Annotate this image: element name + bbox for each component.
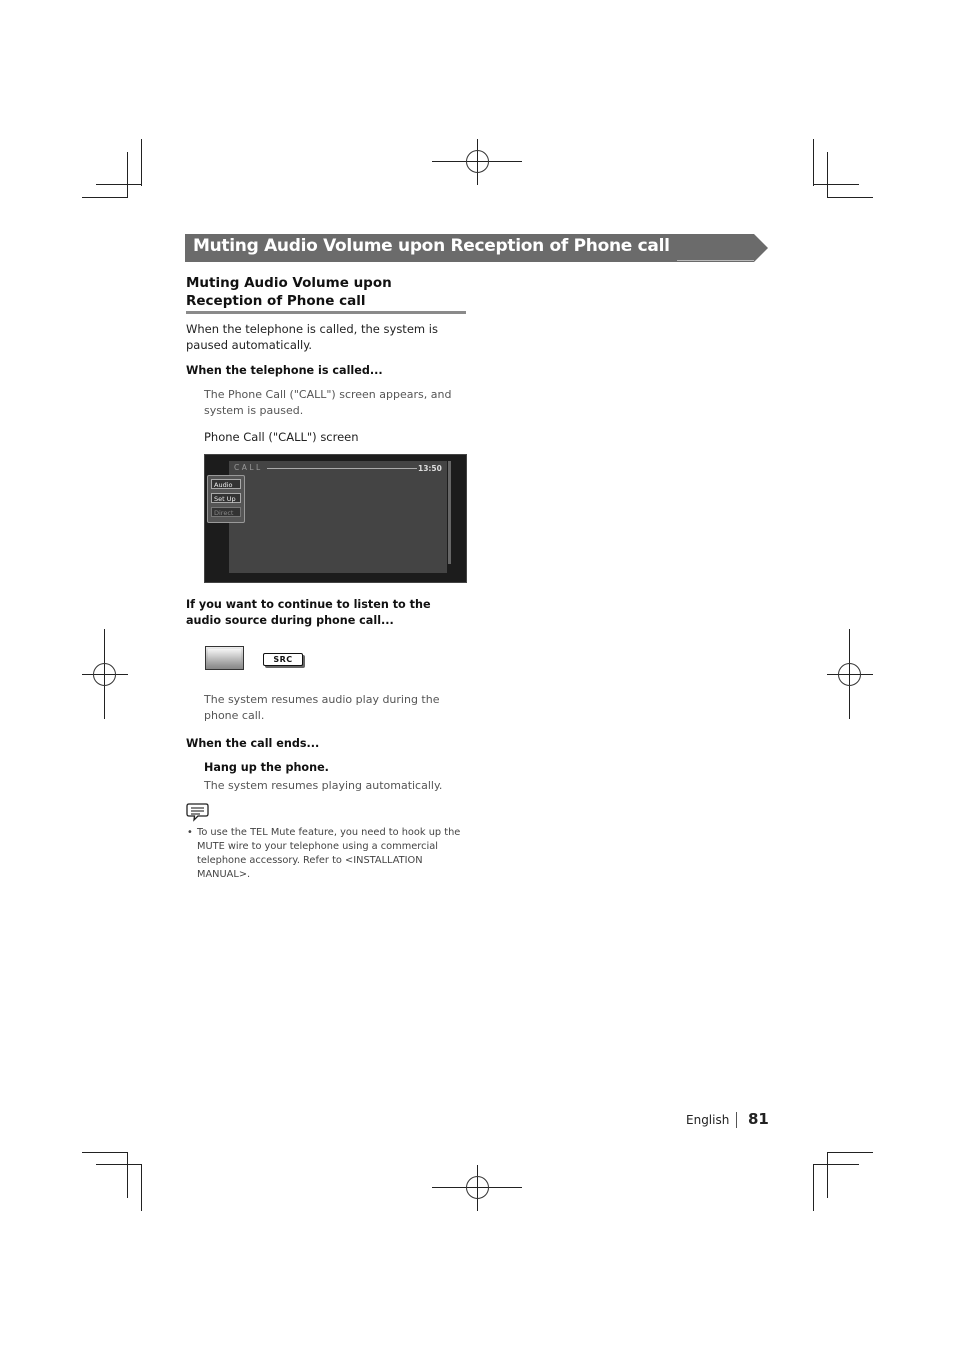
unit-panel-thumbnail [205, 646, 244, 670]
page-number: 81 [748, 1110, 769, 1128]
call-screen-time: 13:50 [418, 464, 442, 473]
call-screen-setup-button: Set Up [211, 493, 241, 503]
note-speech-icon [186, 802, 209, 822]
step-heading-ends: When the call ends... [186, 737, 320, 750]
step-text-called: The Phone Call ("CALL") screen appears, and system is paused. [204, 388, 452, 417]
call-screen-image [204, 454, 467, 583]
note-text: To use the TEL Mute feature, you need to hook up the MUTE wire to your telephone using a commercial telephone accessory. Refer to <INSTALLATION MANUAL>. [197, 827, 461, 880]
subheading-rule [186, 311, 466, 314]
call-screen-main-area [229, 461, 447, 573]
call-screen-audio-button: Audio [211, 479, 241, 489]
subheading: Muting Audio Volume upon Reception of Phone call [186, 275, 392, 309]
step-heading-continue: If you want to continue to listen to the audio source during phone call... [186, 598, 431, 627]
call-screen-side-menu [207, 475, 245, 523]
step-heading-called: When the telephone is called... [186, 364, 383, 377]
src-key-icon: SRC [263, 653, 303, 666]
call-screen-right-strip [448, 461, 451, 564]
call-screen-header-line [267, 468, 417, 469]
step-text-ends: The system resumes playing automatically. [204, 779, 443, 792]
call-screen-direct-button: Direct [211, 507, 241, 517]
note-bullet: • [187, 827, 193, 838]
footer-language: English [686, 1113, 730, 1127]
screen-caption: Phone Call ("CALL") screen [204, 430, 359, 444]
call-screen-label: CALL [234, 463, 263, 472]
step-text-continue: The system resumes audio play during the phone call. [204, 693, 440, 722]
step-instruction-hangup: Hang up the phone. [204, 761, 329, 774]
intro-text: When the telephone is called, the system is paused automatically. [186, 322, 438, 352]
footer-separator [736, 1112, 737, 1128]
section-title: Muting Audio Volume upon Reception of Phone call [193, 236, 670, 256]
